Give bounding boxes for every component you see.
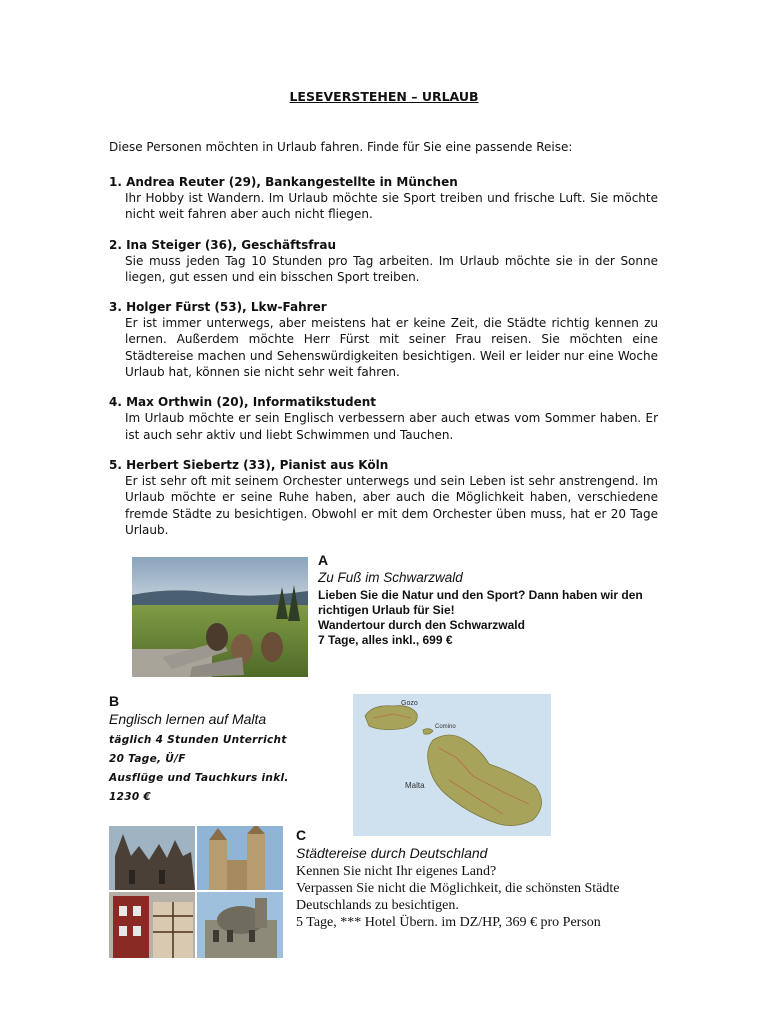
offer-line: Ausflüge und Tauchkurs inkl. xyxy=(109,772,289,784)
map-label-malta: Malta xyxy=(405,781,425,790)
offer-letter: B xyxy=(109,693,120,709)
person-description: Ihr Hobby ist Wandern. Im Urlaub möchte sie Sport treiben und frische Luft. Sie möchte nicht weit fahren aber auch nicht fliegen. xyxy=(125,191,658,222)
map-label-comino: Comino xyxy=(435,724,456,730)
person-description: Sie muss jeden Tag 10 Stunden pro Tag arbeiten. Im Urlaub möchte sie in der Sonne liegen, gut essen und ein bisschen Sport treiben. xyxy=(125,253,658,284)
offer-line: 1230 € xyxy=(109,791,151,803)
offer-line: täglich 4 Stunden Unterricht xyxy=(109,734,287,746)
malta-map xyxy=(353,694,551,836)
person-name: 2. Ina Steiger (36), Geschäftsfrau xyxy=(109,237,336,252)
offer-line: 5 Tage, *** Hotel Übern. im DZ/HP, 369 € pro Person xyxy=(296,915,601,930)
offer-b xyxy=(109,693,349,807)
german-cities-collage xyxy=(109,826,283,958)
offer-line: Kennen Sie nicht Ihr eigenes Land? xyxy=(296,864,497,879)
offer-body xyxy=(109,731,349,807)
offer-line: 20 Tage, Ü/F xyxy=(109,753,186,765)
offer-heading: Städtereise durch Deutschland xyxy=(296,845,488,861)
person-name: 4. Max Orthwin (20), Informatikstudent xyxy=(109,395,377,410)
offer-body xyxy=(296,863,676,931)
person-description: Im Urlaub möchte er sein Englisch verbessern aber auch etwas vom Sommer haben. Er ist auch sehr aktiv und liebt Schwimmen und Tauchen. xyxy=(125,411,658,442)
person-3 xyxy=(109,299,658,380)
black-forest-hiking-photo xyxy=(132,557,308,677)
person-name: 5. Herbert Siebertz (33), Pianist aus Köln xyxy=(109,457,389,472)
person-description: Er ist immer unterwegs, aber meistens hat er keine Zeit, die Städte richtig kennen zu lernen. Außerdem möchte Herr Fürst mit seiner Frau reisen. Sie möchten eine Städtereise machen und Sehenswürdigkeiten besichtigen. Weil er leider nur eine Woche Urlaub hat, können sie nicht sehr weit fahren. xyxy=(125,316,658,380)
person-name: 3. Holger Fürst (53), Lkw-Fahrer xyxy=(109,300,327,315)
offer-letter: C xyxy=(296,827,307,843)
offer-line: 7 Tage, alles inkl., 699 € xyxy=(318,633,453,647)
offer-heading: Zu Fuß im Schwarzwald xyxy=(318,570,463,585)
person-4 xyxy=(109,394,658,443)
page-title: LESEVERSTEHEN – URLAUB xyxy=(289,89,479,104)
offer-a xyxy=(318,552,668,648)
persons-list xyxy=(109,174,658,552)
person-1 xyxy=(109,174,658,223)
person-2 xyxy=(109,237,658,286)
map-label-gozo: Gozo xyxy=(401,700,418,707)
person-description: Er ist sehr oft mit seinem Orchester unterwegs und sein Leben ist sehr anstrengend. Im Urlaub möchte er seine Ruhe haben, aber auch die Möglichkeit haben, verschiedene fremde Städte zu besichtigen. Obwohl er mit dem Orchester üben muss, hat er 20 Tage Urlaub. xyxy=(125,473,658,537)
person-5 xyxy=(109,457,658,538)
person-name: 1. Andrea Reuter (29), Bankangestellte in München xyxy=(109,175,458,189)
offer-line: Verpassen Sie nicht die Möglichkeit, die schönsten Städte Deutschlands zu besichtigen. xyxy=(296,881,620,913)
offer-c xyxy=(296,827,676,931)
offer-line: Wandertour durch den Schwarzwald xyxy=(318,618,525,632)
offer-body xyxy=(318,588,668,648)
offer-heading: Englisch lernen auf Malta xyxy=(109,711,267,727)
offer-line: Lieben Sie die Natur und den Sport? Dann haben wir den richtigen Urlaub für Sie! xyxy=(318,588,643,617)
offer-letter: A xyxy=(318,552,329,568)
intro-text: Diese Personen möchten in Urlaub fahren. Finde für Sie eine passende Reise: xyxy=(109,140,573,154)
